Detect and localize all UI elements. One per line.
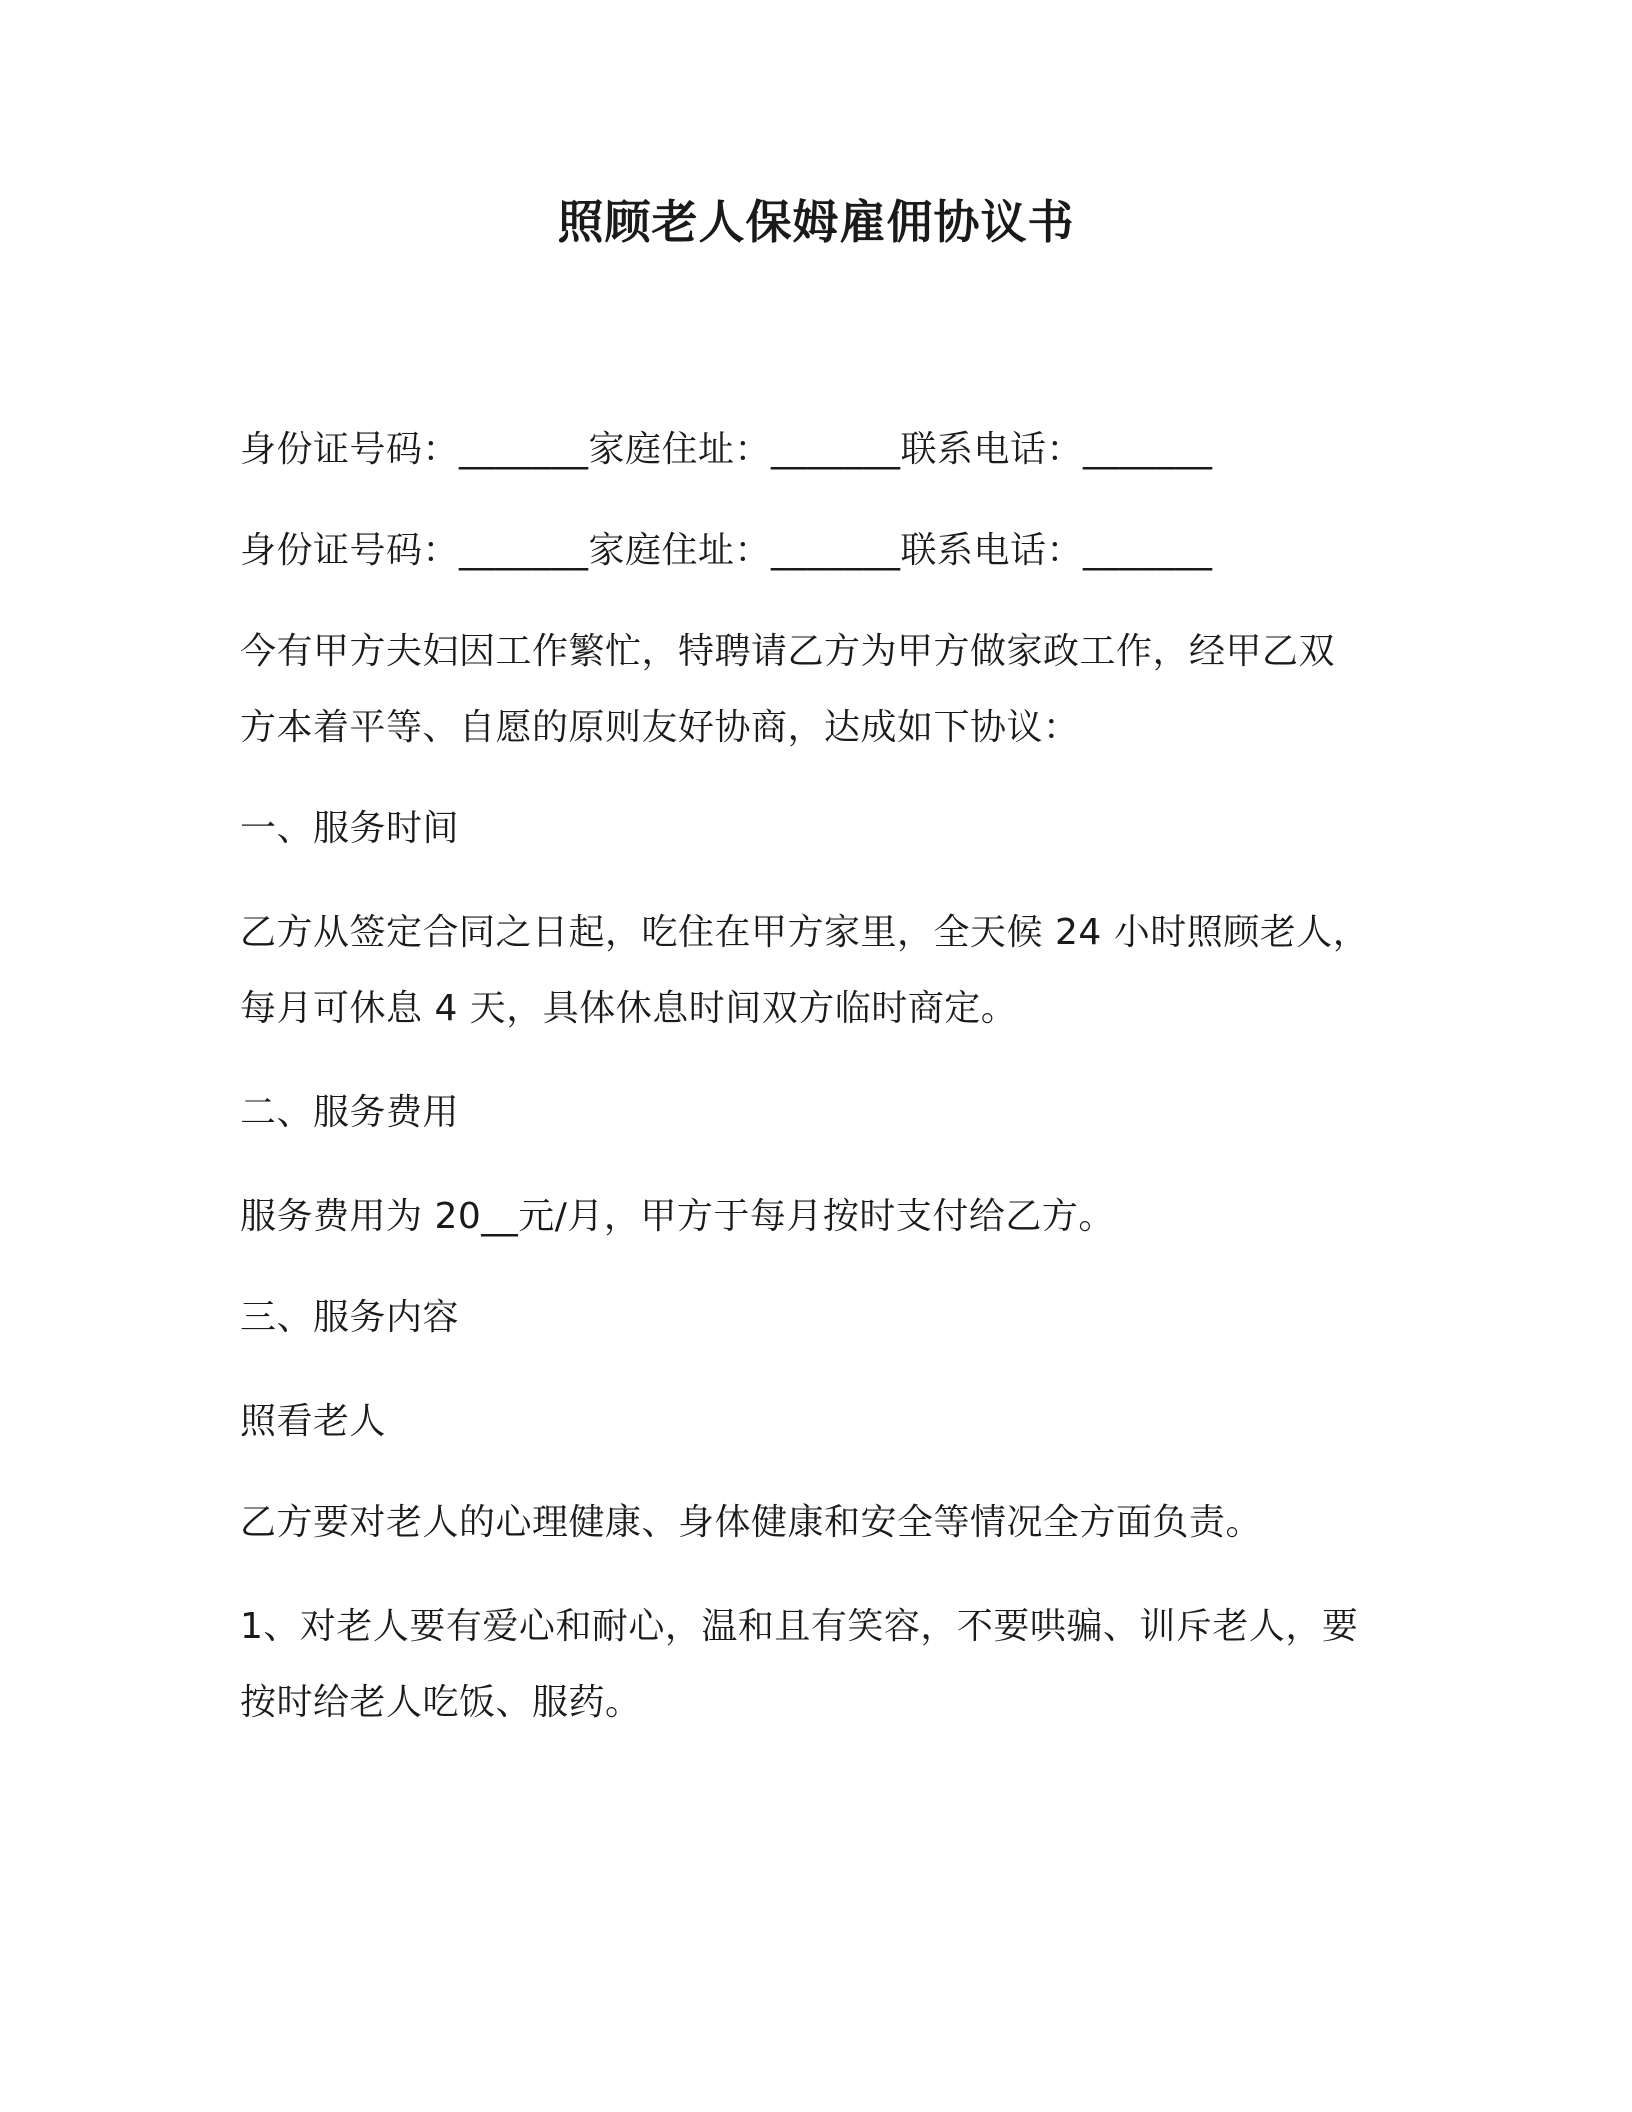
numbered-item-line: 按时给老人吃饭、服药。 xyxy=(240,1682,642,1723)
section-heading-service-content: 三、服务内容 xyxy=(240,1297,460,1338)
service-fee-paragraph-line: 服务费用为 20__元/月，甲方于每月按时支付给乙方。 xyxy=(240,1196,1115,1237)
section-heading-service-fee: 二、服务费用 xyxy=(240,1092,460,1133)
numbered-item-line: 1、对老人要有爱心和耐心，温和且有笑容，不要哄骗、训斥老人，要 xyxy=(240,1606,1359,1647)
service-time-paragraph-line: 乙方从签定合同之日起，吃住在甲方家里，全天候 24 小时照顾老人， xyxy=(240,912,1370,953)
document-title: 照顾老人保姆雇佣协议书 xyxy=(557,195,1075,249)
intro-paragraph-line: 今有甲方夫妇因工作繁忙，特聘请乙方为甲方做家政工作，经甲乙双 xyxy=(240,631,1336,672)
section-heading-service-time: 一、服务时间 xyxy=(240,808,460,849)
service-time-paragraph-line: 每月可休息 4 天，具体休息时间双方临时商定。 xyxy=(240,988,1018,1029)
party-b-info-line: 身份证号码：_______家庭住址：_______联系电话：_______ xyxy=(240,530,1213,571)
service-content-paragraph-line: 乙方要对老人的心理健康、身体健康和安全等情况全方面负责。 xyxy=(240,1502,1263,1543)
service-content-subheading: 照看老人 xyxy=(240,1401,387,1442)
intro-paragraph-line: 方本着平等、自愿的原则友好协商，达成如下协议： xyxy=(240,707,1080,748)
party-a-info-line: 身份证号码：_______家庭住址：_______联系电话：_______ xyxy=(240,429,1213,470)
